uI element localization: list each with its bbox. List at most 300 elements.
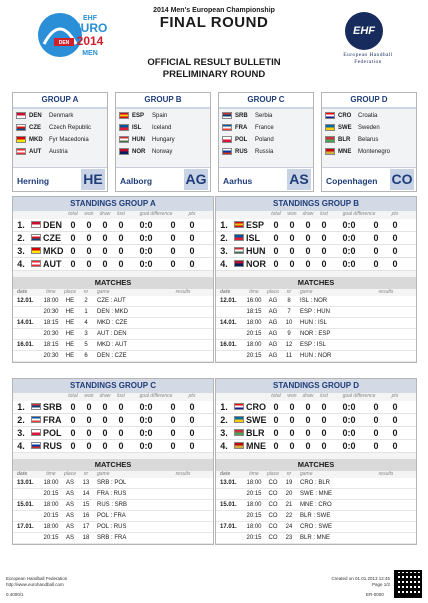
row-goals: [129, 233, 183, 243]
row-total: 0: [70, 233, 76, 243]
match-row[interactable]: [216, 489, 416, 500]
match-place: AS: [65, 513, 74, 519]
row-points: 0: [189, 246, 195, 256]
row-goal-ratio: 0:0: [139, 233, 153, 243]
match-time: 20:30: [43, 309, 59, 315]
group-team-row: [219, 110, 313, 121]
flag-fra-icon: [31, 416, 41, 423]
row-won: 0: [289, 233, 295, 243]
header: [0, 0, 428, 92]
footer-page: Page 1/2: [371, 582, 390, 587]
flag-mne-icon: [234, 442, 244, 449]
row-total: 0: [70, 246, 76, 256]
match-number: 11: [285, 353, 293, 359]
row-lost: 0: [321, 246, 327, 256]
row-total: 0: [273, 220, 279, 230]
row-goal-ratio: 0:0: [139, 220, 153, 230]
standings-row: [216, 401, 416, 414]
logo-bottom: MEN: [82, 50, 98, 57]
header-game: game: [97, 471, 110, 477]
row-position: 4.: [220, 259, 228, 269]
row-points: 0: [392, 415, 398, 425]
match-time: 18:00: [43, 480, 59, 486]
row-flag: [29, 415, 43, 425]
row-won: 0: [86, 441, 92, 451]
header-blank: [216, 211, 232, 219]
logo-top: EHF: [83, 15, 97, 22]
row-goal-diff: 0: [373, 233, 379, 243]
matches-header: [13, 289, 213, 296]
group-team-row: [116, 122, 210, 133]
match-date: 12.01.: [17, 298, 34, 304]
row-goal-ratio: 0:0: [139, 415, 153, 425]
match-time: 18:00: [246, 524, 262, 530]
header-blank: [29, 393, 43, 401]
standings-row: [216, 427, 416, 440]
row-goal-diff: 0: [170, 415, 176, 425]
row-draw: 0: [102, 220, 108, 230]
row-goal-diff: 0: [170, 246, 176, 256]
header-draw: draw: [99, 393, 111, 399]
row-won: 0: [289, 259, 295, 269]
match-row[interactable]: [13, 307, 213, 318]
row-team: ESP: [246, 220, 265, 230]
match-number: 12: [285, 342, 293, 348]
team-code: NOR: [132, 148, 146, 155]
standings-row: [13, 219, 213, 232]
matches-title: MATCHES: [13, 277, 213, 289]
match-number: 16: [82, 513, 90, 519]
flag-mne-icon: [325, 148, 335, 155]
group-team-row: [322, 146, 416, 157]
match-time: 20:15: [43, 535, 59, 541]
bulletin-line-2: PRELIMINARY ROUND: [162, 69, 266, 80]
team-name: Serbia: [255, 112, 273, 119]
row-draw: 0: [305, 246, 311, 256]
flag-esp-icon: [119, 112, 129, 119]
match-row[interactable]: [13, 500, 213, 511]
match-number: 9: [287, 331, 291, 337]
row-goal-diff: 0: [170, 233, 176, 243]
header-blank: [246, 393, 268, 401]
group-title: GROUP B: [116, 93, 210, 109]
row-total: 0: [70, 415, 76, 425]
flag-aut-icon: [31, 260, 41, 267]
match-row[interactable]: [216, 329, 416, 340]
flag-nor-icon: [234, 260, 244, 267]
header-total: total: [271, 211, 281, 217]
logo-year: 2014: [76, 34, 104, 48]
group-venue: [116, 167, 210, 191]
row-won: 0: [289, 415, 295, 425]
row-points: 0: [189, 428, 195, 438]
row-lost: 0: [118, 233, 124, 243]
row-position: 2.: [220, 415, 228, 425]
row-goals: [332, 233, 386, 243]
championship-title: 2014 Men's European Championship: [153, 7, 275, 14]
match-row[interactable]: [13, 296, 213, 307]
match-number: 19: [285, 480, 293, 486]
match-number: 15: [82, 502, 90, 508]
match-game: BLR : MNE: [300, 535, 331, 541]
row-position: 1.: [220, 402, 228, 412]
match-date: 12.01.: [220, 298, 237, 304]
match-date: 15.01.: [17, 502, 34, 508]
match-row[interactable]: [216, 511, 416, 522]
row-total: 0: [273, 259, 279, 269]
standings-row: [13, 440, 213, 453]
match-row[interactable]: [13, 329, 213, 340]
match-row[interactable]: [216, 296, 416, 307]
match-number: 13: [82, 480, 90, 486]
row-goal-ratio: 0:0: [139, 402, 153, 412]
row-flag: [232, 428, 246, 438]
row-goal-ratio: 0:0: [139, 246, 153, 256]
flag-cze-icon: [31, 234, 41, 241]
flag-hun-icon: [119, 136, 129, 143]
standings-row: [216, 219, 416, 232]
group-box-ag: [115, 92, 211, 192]
match-row[interactable]: [216, 478, 416, 489]
header-date: date: [17, 471, 28, 477]
header-results: results: [378, 289, 394, 295]
matches-header: [13, 471, 213, 478]
match-time: 18:00: [43, 502, 59, 508]
standings-title: STANDINGS GROUP B: [216, 197, 416, 211]
match-place: HE: [65, 353, 75, 359]
row-points: 0: [189, 402, 195, 412]
match-time: 20:15: [43, 513, 59, 519]
match-number: 22: [285, 513, 293, 519]
venue-code: AG: [184, 169, 208, 190]
match-date: 15.01.: [220, 502, 237, 508]
match-game: BLR : SWE: [300, 513, 331, 519]
row-total: 0: [273, 441, 279, 451]
row-position: 3.: [17, 428, 25, 438]
row-goal-ratio: 0:0: [139, 428, 153, 438]
row-goal-ratio: 0:0: [342, 259, 356, 269]
flag-cro-icon: [325, 112, 335, 119]
row-total: 0: [273, 428, 279, 438]
row-goal-ratio: 0:0: [342, 220, 356, 230]
header-game: game: [300, 471, 313, 477]
header-blank: [232, 393, 246, 401]
row-won: 0: [86, 415, 92, 425]
match-row[interactable]: [216, 318, 416, 329]
match-date: 17.01.: [17, 524, 34, 530]
row-lost: 0: [321, 415, 327, 425]
match-number: 23: [285, 535, 293, 541]
flag-hun-icon: [234, 247, 244, 254]
row-position: 2.: [17, 233, 25, 243]
standings-row: [216, 232, 416, 245]
standings-header: [13, 393, 213, 401]
row-goal-diff: 0: [373, 402, 379, 412]
header-draw: draw: [302, 393, 314, 399]
match-row[interactable]: [13, 318, 213, 329]
match-date: 14.01.: [17, 320, 34, 326]
header-total: total: [271, 393, 281, 399]
header-won: won: [287, 393, 297, 399]
team-code: MKD: [29, 136, 43, 143]
row-goals: [129, 246, 183, 256]
row-goal-diff: 0: [170, 441, 176, 451]
match-game: ESP : HUN: [300, 309, 330, 315]
row-points: 0: [392, 259, 398, 269]
row-flag: [232, 415, 246, 425]
row-team: CZE: [43, 233, 61, 243]
team-name: France: [255, 124, 274, 131]
match-number: 10: [285, 320, 293, 326]
header-place: place: [64, 471, 76, 477]
row-goals: [332, 428, 386, 438]
match-row[interactable]: [216, 522, 416, 533]
team-code: CRO: [338, 112, 352, 119]
row-team: CRO: [246, 402, 266, 412]
match-row[interactable]: [13, 489, 213, 500]
match-date: 13.01.: [220, 480, 237, 486]
row-points: 0: [189, 220, 195, 230]
match-game: HUN : NOR: [300, 353, 332, 359]
row-draw: 0: [102, 441, 108, 451]
match-number: 3: [84, 331, 88, 337]
header-blank: [43, 211, 65, 219]
match-row[interactable]: [216, 500, 416, 511]
row-total: 0: [70, 428, 76, 438]
header-time: time: [249, 471, 259, 477]
group-team-row: [13, 146, 107, 157]
row-won: 0: [86, 233, 92, 243]
row-won: 0: [86, 246, 92, 256]
row-goals: [129, 441, 183, 451]
row-lost: 0: [118, 246, 124, 256]
header-lost: lost: [117, 393, 125, 399]
row-won: 0: [86, 402, 92, 412]
flag-swe-icon: [325, 124, 335, 131]
matches-title: MATCHES: [216, 277, 416, 289]
footer-right-code: ER-0000: [366, 592, 384, 597]
row-position: 1.: [17, 220, 25, 230]
team-code: MNE: [338, 148, 352, 155]
flag-cze-icon: [16, 124, 26, 131]
group-team-row: [322, 134, 416, 145]
row-flag: [29, 259, 43, 269]
match-time: 20:15: [246, 331, 262, 337]
match-game: SRB : FRA: [97, 535, 127, 541]
team-code: FRA: [235, 124, 248, 131]
group-team-row: [13, 110, 107, 121]
flag-rus-icon: [222, 148, 232, 155]
row-position: 3.: [17, 246, 25, 256]
match-row[interactable]: [216, 533, 416, 544]
row-lost: 0: [118, 220, 124, 230]
group-title: GROUP C: [219, 93, 313, 109]
header-total: total: [68, 211, 78, 217]
header-date: date: [220, 289, 231, 295]
match-place: AG: [268, 309, 278, 315]
footer-created: Created on 01.01.2013 12:45: [331, 576, 390, 581]
match-time: 18:15: [43, 320, 59, 326]
match-place: AG: [268, 353, 278, 359]
standings-row: [216, 245, 416, 258]
match-place: CO: [268, 480, 278, 486]
match-game: CZE : AUT: [97, 298, 126, 304]
match-time: 20:15: [246, 353, 262, 359]
row-won: 0: [289, 428, 295, 438]
header-blank: [232, 211, 246, 219]
row-total: 0: [70, 441, 76, 451]
match-place: HE: [65, 331, 75, 337]
row-points: 0: [392, 246, 398, 256]
match-place: CO: [268, 513, 278, 519]
group-box-as: [218, 92, 314, 192]
match-row[interactable]: [13, 351, 213, 362]
standings-header: [216, 393, 416, 401]
header-date: date: [220, 471, 231, 477]
flag-swe-icon: [234, 416, 244, 423]
match-row[interactable]: [13, 522, 213, 533]
row-draw: 0: [102, 415, 108, 425]
group-team-row: [219, 134, 313, 145]
row-flag: [232, 259, 246, 269]
team-name: Montenegro: [358, 148, 391, 155]
standings-row: [216, 414, 416, 427]
row-lost: 0: [321, 402, 327, 412]
match-game: CRO : SWE: [300, 524, 333, 530]
match-number: 20: [285, 491, 293, 497]
match-number: 18: [82, 535, 90, 541]
match-date: 17.01.: [220, 524, 237, 530]
row-goal-diff: 0: [170, 402, 176, 412]
match-row[interactable]: [13, 478, 213, 489]
match-row[interactable]: [216, 351, 416, 362]
venue-city: Herning: [17, 176, 50, 186]
row-lost: 0: [321, 428, 327, 438]
row-goals: [332, 415, 386, 425]
standings-title: STANDINGS GROUP A: [13, 197, 213, 211]
standings-group-c: [12, 378, 214, 545]
group-title: GROUP A: [13, 93, 107, 109]
standings-group-d: [215, 378, 417, 545]
header-no: nr: [286, 471, 292, 477]
row-goals: [332, 220, 386, 230]
venue-city: Copenhagen: [326, 176, 378, 186]
standings-row: [13, 232, 213, 245]
match-game: RUS : SRB: [97, 502, 128, 508]
row-draw: 0: [102, 246, 108, 256]
match-game: DEN : CZE: [97, 353, 127, 359]
logo-country: DEN: [58, 40, 70, 46]
footer-url[interactable]: http://www.eurohandball.com: [6, 582, 64, 587]
match-game: SWE : MNE: [300, 491, 333, 497]
group-team-row: [322, 122, 416, 133]
match-place: CO: [268, 524, 278, 530]
match-game: POL : RUS: [97, 524, 127, 530]
row-points: 0: [392, 402, 398, 412]
team-code: AUT: [29, 148, 42, 155]
header-results: results: [175, 289, 191, 295]
match-row[interactable]: [13, 533, 213, 544]
match-time: 20:15: [246, 513, 262, 519]
footer-org: European Handball Federation: [6, 576, 68, 581]
match-number: 14: [82, 491, 90, 497]
row-team: HUN: [246, 246, 266, 256]
row-goal-ratio: 0:0: [342, 246, 356, 256]
match-game: MKD : CZE: [97, 320, 128, 326]
match-row[interactable]: [216, 340, 416, 351]
venue-code: HE: [81, 169, 105, 190]
standings-row: [13, 258, 213, 271]
row-goal-ratio: 0:0: [342, 402, 356, 412]
row-team: DEN: [43, 220, 63, 230]
group-team-row: [13, 122, 107, 133]
row-flag: [232, 441, 246, 451]
match-row[interactable]: [13, 511, 213, 522]
header-draw: draw: [99, 211, 111, 217]
match-game: ESP : ISL: [300, 342, 326, 348]
match-number: 17: [82, 524, 90, 530]
footer-left: [6, 576, 67, 588]
match-row[interactable]: [13, 340, 213, 351]
match-game: CRO : BLR: [300, 480, 331, 486]
matches-header: [216, 289, 416, 296]
row-won: 0: [86, 220, 92, 230]
ehf-name-line-1: European Handball: [343, 52, 393, 58]
row-goal-ratio: 0:0: [342, 233, 356, 243]
match-time: 18:00: [43, 524, 59, 530]
row-team: POL: [43, 428, 62, 438]
flag-srb-icon: [31, 403, 41, 410]
team-code: ESP: [132, 112, 145, 119]
row-points: 0: [392, 428, 398, 438]
match-time: 20:15: [246, 491, 262, 497]
flag-blr-icon: [234, 429, 244, 436]
footer-right: [330, 576, 390, 588]
standings-row: [13, 401, 213, 414]
flag-rus-icon: [31, 442, 41, 449]
row-goal-diff: 0: [373, 259, 379, 269]
row-total: 0: [70, 220, 76, 230]
row-position: 4.: [17, 441, 25, 451]
group-venue: [13, 167, 107, 191]
standings-row: [216, 258, 416, 271]
row-goal-ratio: 0:0: [139, 259, 153, 269]
flag-mkd-icon: [16, 136, 26, 143]
row-goal-ratio: 0:0: [342, 415, 356, 425]
team-name: Czech Republic: [49, 124, 92, 131]
matches-header: [216, 471, 416, 478]
team-name: Iceland: [152, 124, 172, 131]
header-results: results: [378, 471, 394, 477]
header-no: nr: [83, 289, 89, 295]
standings-title: STANDINGS GROUP D: [216, 379, 416, 393]
match-game: MKD : AUT: [97, 342, 128, 348]
team-code: HUN: [132, 136, 145, 143]
row-total: 0: [70, 402, 76, 412]
flag-nor-icon: [119, 148, 129, 155]
team-name: Denmark: [49, 112, 74, 119]
match-date: 16.01.: [17, 342, 34, 348]
match-place: AG: [268, 298, 278, 304]
row-draw: 0: [305, 220, 311, 230]
match-row[interactable]: [216, 307, 416, 318]
header-pts: pts: [188, 211, 196, 217]
row-goals: [332, 402, 386, 412]
flag-den-icon: [31, 221, 41, 228]
match-time: 20:15: [246, 535, 262, 541]
match-number: 2: [84, 298, 88, 304]
row-goal-diff: 0: [373, 441, 379, 451]
